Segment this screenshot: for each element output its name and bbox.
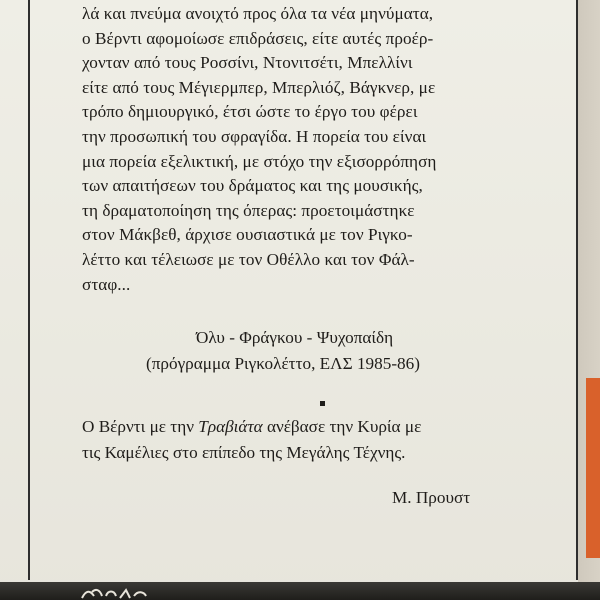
left-border-line (28, 0, 30, 580)
section-separator-bullet (320, 401, 325, 406)
attribution-author: Όλυ - Φράγκου - Ψυχοπαίδη (196, 328, 394, 347)
paragraph-line: είτε από τους Μέγιερμπερ, Μπερλιόζ, Βάγκνερ, με (82, 77, 436, 97)
quote-text: ανέβασε την Κυρία με (262, 417, 422, 436)
paragraph-line: στον Μάκβεθ, άρχισε ουσιαστικά με τον Ριγκο- (82, 225, 413, 245)
paragraph-line: ο Βέρντι αφομοίωσε επιδράσεις, είτε αυτές προέρ- (82, 28, 434, 48)
paragraph-line: σταφ... (82, 274, 131, 294)
paragraph-line: λά και πνεύμα ανοιχτό προς όλα τα νέα μηνύματα, (82, 4, 434, 23)
proust-quote (82, 414, 421, 466)
publisher-logo-icon (80, 586, 160, 600)
quote-line-1 (82, 414, 421, 440)
paragraph-line: λέττο και τέλειωσε με τον Οθέλλο και τον Φάλ- (82, 249, 415, 269)
paragraph-line: μια πορεία εξελικτική, με στόχο την εξισορρόπηση (82, 151, 437, 171)
orange-spine-tab (586, 378, 600, 558)
attribution-source: (πρόγραμμα Ριγκολέττο, ΕΛΣ 1985-86) (146, 354, 420, 373)
paragraph-line: τρόπο δημιουργικό, έτσι ώστε το έργο του φέρει (82, 102, 418, 122)
paragraph-line: την προσωπική του σφραγίδα. Η πορεία του είναι (82, 126, 427, 146)
paragraph-line: χονταν από τους Ροσσίνι, Ντονιτσέτι, Μπελλίνι (82, 53, 413, 73)
main-paragraph (82, 2, 562, 297)
paragraph-line: τη δραματοποίηση της όπερας: προετοιμάστηκε (82, 200, 415, 220)
quote-line-2: τις Καμέλιες στο επίπεδο της Μεγάλης Τέχνης. (82, 443, 406, 462)
paragraph-line: των απαιτήσεων του δράματος και της μουσικής, (82, 176, 423, 196)
quote-text: Ο Βέρντι με την (82, 417, 199, 436)
quote-author: Μ. Προυστ (392, 488, 471, 507)
quote-italic-title: Τραβιάτα (198, 417, 263, 436)
